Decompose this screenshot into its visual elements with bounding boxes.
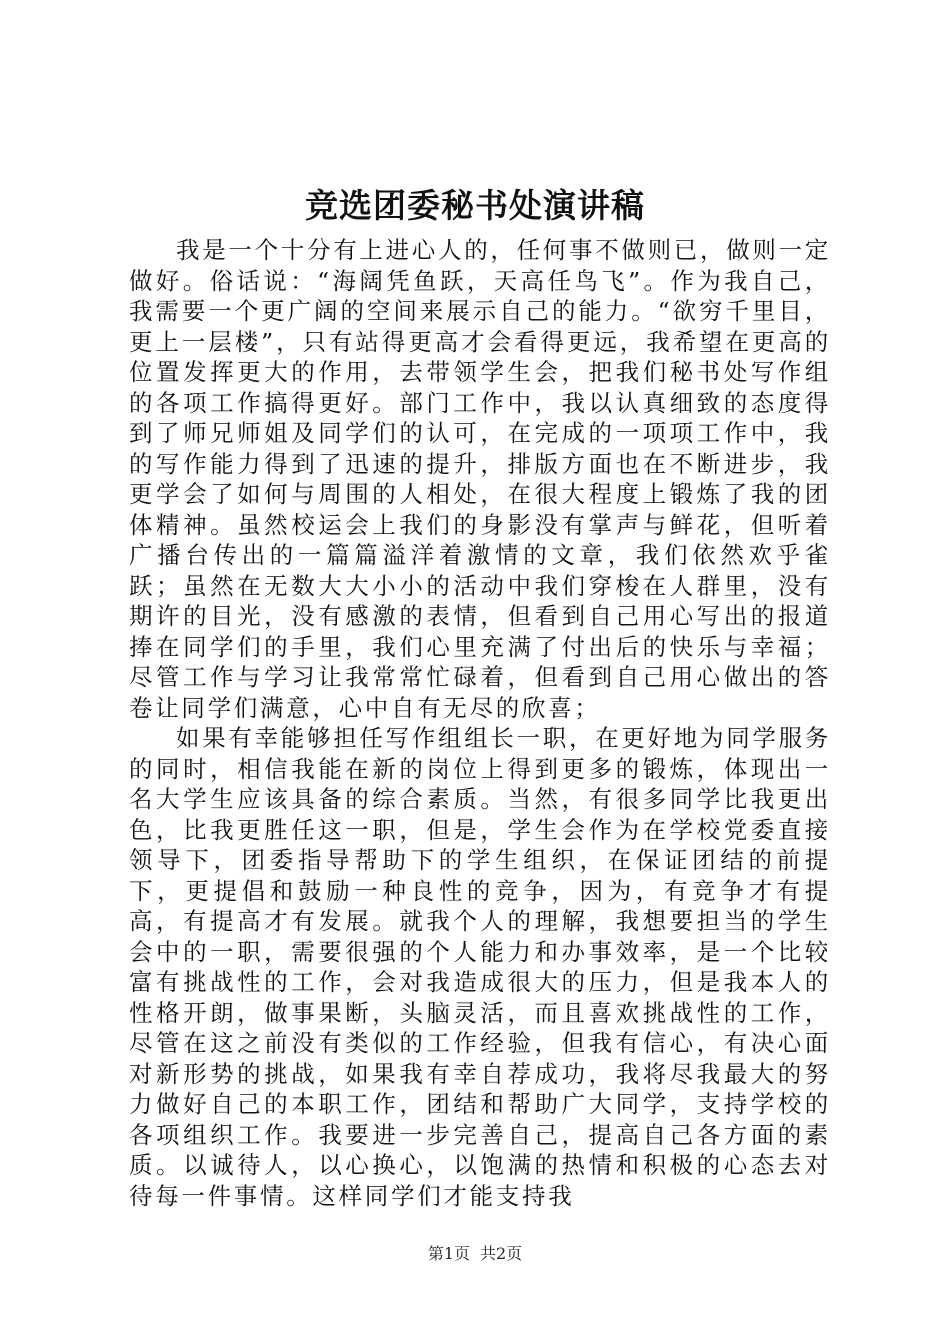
document-body: [129, 235, 831, 1211]
paragraph: 我是一个十分有上进心人的，任何事不做则已，做则一定做好。俗话说：“海阔凭鱼跃，天高任鸟飞”。作为我自己，我需要一个更广阔的空间来展示自己的能力。“欲穷千里目，更上一层楼”，只有站得更高才会看得更远，我希望在更高的位置发挥更大的作用，去带领学生会，把我们秘书处写作组的各项工作搞得更好。部门工作中，我以认真细致的态度得到了师兄师姐及同学们的认可，在完成的一项项工作中，我的写作能力得到了迅速的提升，排版方面也在不断进步，我更学会了如何与周围的人相处，在很大程度上锻炼了我的团体精神。虽然校运会上我们的身影没有掌声与鲜花，但听着广播台传出的一篇篇溢洋着激情的文章，我们依然欢乎雀跃；虽然在无数大大小小的活动中我们穿梭在人群里，没有期许的目光，没有感激的表情，但看到自己用心写出的报道捧在同学们的手里，我们心里充满了付出后的快乐与幸福；尽管工作与学习让我常常忙碌着，但看到自己用心做出的答卷让同学们满意，心中自有无尽的欣喜；: [129, 236, 831, 722]
document-title: 竞选团委秘书处演讲稿: [305, 186, 645, 225]
paragraph: 如果有幸能够担任写作组组长一职，在更好地为同学服务的同时，相信我能在新的岗位上得到更多的锻炼，体现出一名大学生应该具备的综合素质。当然，有很多同学比我更出色，比我更胜任这一职，但是，学生会作为在学校党委直接领导下，团委指导帮助下的学生组织，在保证团结的前提下，更提倡和鼓励一种良性的竞争，因为，有竞争才有提高，有提高才有发展。就我个人的理解，我想要担当的学生会中的一职，需要很强的个人能力和办事效率，是一个比较富有挑战性的工作，会对我造成很大的压力，但是我本人的性格开朗，做事果断，头脑灵活，而且喜欢挑战性的工作，尽管在这之前没有类似的工作经验，但我有信心，有决心面对新形势的挑战，如果我有幸自荐成功，我将尽我最大的努力做好自己的本职工作，团结和帮助广大同学，支持学校的各项组织工作。我要进一步完善自己，提高自己各方面的素质。以诚待人，以心换心，以饱满的热情和积极的心态去对待每一件事情。这样同学们才能支持我: [129, 724, 831, 1210]
page-footer: [0, 1243, 950, 1265]
page-number: 第1页: [427, 1244, 470, 1263]
page-total: 共2页: [480, 1244, 523, 1263]
